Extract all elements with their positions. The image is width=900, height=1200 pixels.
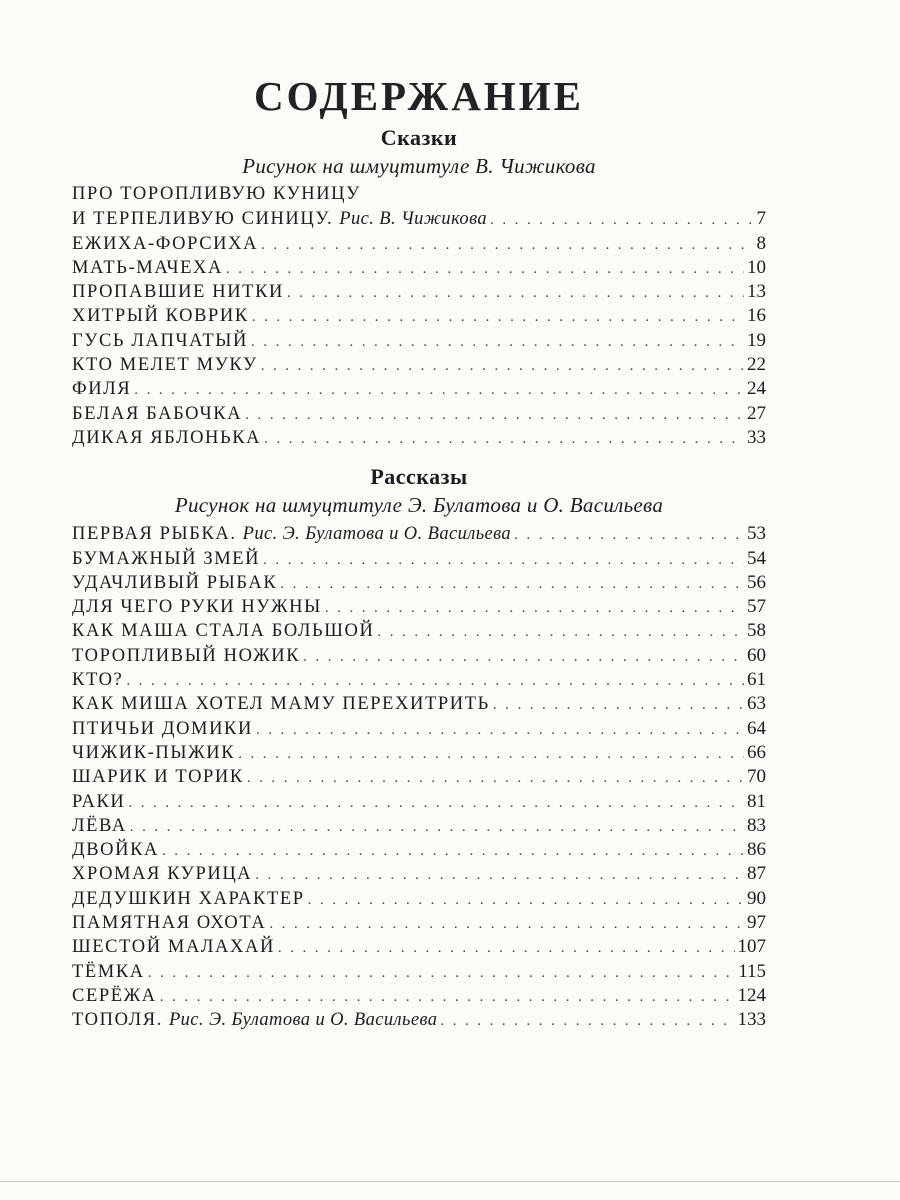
dot-leader	[126, 673, 744, 690]
toc-entry-page-number: 33	[747, 426, 766, 448]
toc-entry-page-number: 107	[737, 936, 766, 958]
toc-entry	[72, 233, 766, 257]
toc-entry-title: ПЕРВАЯ РЫБКА.	[72, 524, 237, 545]
toc-entry-page-number: 16	[747, 305, 766, 327]
dot-leader	[255, 867, 744, 884]
dot-leader	[264, 431, 744, 448]
toc-entry-title: ШЕСТОЙ МАЛАХАЙ	[72, 937, 275, 958]
toc-entry-page-number: 87	[747, 863, 766, 885]
toc-entry-title: ХРОМАЯ КУРИЦА	[72, 864, 253, 885]
dot-leader	[440, 1013, 734, 1030]
toc-entry-title: СЕРЁЖА	[72, 985, 157, 1006]
toc-entry-page-number: 115	[738, 960, 766, 982]
dot-leader	[128, 795, 744, 812]
toc-entry-page-number: 27	[747, 402, 766, 424]
toc-entry	[72, 596, 766, 620]
page-edge-divider	[0, 1181, 900, 1182]
dot-leader	[252, 309, 744, 326]
toc-entry	[72, 863, 766, 887]
dot-leader	[490, 212, 753, 229]
toc-entry	[72, 791, 766, 815]
toc-entry-page-number: 24	[747, 378, 766, 400]
toc-entry-title: ПАМЯТНАЯ ОХОТА	[72, 913, 267, 934]
toc-entry-page-number: 63	[747, 693, 766, 715]
toc-entry	[72, 961, 766, 985]
toc-entry-title: ДВОЙКА	[72, 840, 159, 861]
toc-entry-title: БУМАЖНЫЙ ЗМЕЙ	[72, 548, 261, 569]
section-heading-stories: Рассказы	[370, 464, 468, 490]
dot-leader	[308, 892, 744, 909]
toc-entry	[72, 620, 766, 644]
toc-entry-title: ДЕДУШКИН ХАРАКТЕР	[72, 888, 305, 909]
toc-entry-illustrator: Рис. Э. Булатова и О. Васильева	[242, 524, 512, 545]
toc-entry-page-number: 57	[747, 596, 766, 618]
toc-entry	[72, 184, 766, 208]
toc-entry-title: РАКИ	[72, 791, 126, 812]
toc-entry	[72, 693, 766, 717]
dot-leader	[493, 697, 744, 714]
toc-entry-page-number: 58	[747, 620, 766, 642]
toc-entry-page-number: 19	[747, 329, 766, 351]
dot-leader	[148, 965, 735, 982]
dot-leader	[325, 600, 744, 617]
toc-entry-page-number: 124	[737, 984, 766, 1006]
dot-leader	[162, 843, 744, 860]
toc-entry-title: ДЛЯ ЧЕГО РУКИ НУЖНЫ	[72, 597, 322, 618]
toc-entry-title: УДАЧЛИВЫЙ РЫБАК	[72, 572, 278, 593]
toc-entry-title: ФИЛЯ	[72, 379, 132, 400]
dot-leader	[251, 334, 744, 351]
contents-page	[72, 70, 766, 1034]
toc-entry	[72, 718, 766, 742]
dot-leader	[247, 770, 744, 787]
toc-entry	[72, 403, 766, 427]
toc-list-stories	[72, 523, 766, 1033]
toc-entry-title: ДИКАЯ ЯБЛОНЬКА	[72, 427, 262, 448]
dot-leader	[280, 576, 744, 593]
toc-entry-title: ЛЁВА	[72, 815, 127, 836]
dot-leader	[263, 552, 744, 569]
toc-entry-title: КАК МАША СТАЛА БОЛЬШОЙ	[72, 621, 375, 642]
toc-entry-title: КАК МИША ХОТЕЛ МАМУ ПЕРЕХИТРИТЬ	[72, 694, 490, 715]
toc-entry	[72, 936, 766, 960]
toc-entry	[72, 523, 766, 547]
toc-entry	[72, 548, 766, 572]
toc-entry-title: ГУСЬ ЛАПЧАТЫЙ	[72, 330, 248, 351]
toc-entry	[72, 669, 766, 693]
toc-entry-page-number: 8	[756, 232, 766, 254]
toc-entry	[72, 208, 766, 232]
dot-leader	[261, 237, 753, 254]
toc-entry-page-number: 86	[747, 839, 766, 861]
toc-entry-page-number: 10	[747, 256, 766, 278]
dot-leader	[256, 722, 744, 739]
dot-leader	[377, 624, 744, 641]
toc-entry	[72, 645, 766, 669]
toc-entry-title: ЕЖИХА-ФОРСИХА	[72, 233, 259, 254]
toc-entry-title: ТОРОПЛИВЫЙ НОЖИК	[72, 645, 301, 666]
toc-entry	[72, 742, 766, 766]
toc-entry-page-number: 90	[747, 887, 766, 909]
toc-entry	[72, 985, 766, 1009]
dot-leader	[226, 261, 744, 278]
toc-entry	[72, 257, 766, 281]
toc-entry	[72, 815, 766, 839]
section-heading-tales: Сказки	[380, 125, 458, 150]
page-title: СОДЕРЖАНИЕ	[254, 73, 584, 119]
toc-entry	[72, 378, 766, 402]
dot-leader	[130, 819, 744, 836]
dot-leader	[269, 916, 744, 933]
toc-list-tales	[72, 184, 766, 451]
toc-entry	[72, 427, 766, 451]
toc-entry-title: ПРОПАВШИЕ НИТКИ	[72, 282, 284, 303]
dot-leader	[514, 527, 744, 544]
toc-entry	[72, 912, 766, 936]
toc-entry-page-number: 66	[747, 741, 766, 763]
toc-entry	[72, 330, 766, 354]
dot-leader	[303, 649, 744, 666]
toc-entry-page-number: 22	[747, 354, 766, 376]
toc-entry-page-number: 97	[747, 912, 766, 934]
toc-entry-page-number: 7	[756, 208, 766, 230]
section-subtitle-stories: Рисунок на шмуцтитуле Э. Булатова и О. Васильева	[174, 493, 664, 518]
toc-entry-title: И ТЕРПЕЛИВУЮ СИНИЦУ.	[72, 209, 334, 230]
toc-entry	[72, 305, 766, 329]
toc-entry-page-number: 83	[747, 814, 766, 836]
dot-leader	[245, 407, 744, 424]
dot-leader	[238, 746, 744, 763]
toc-entry-page-number: 56	[747, 571, 766, 593]
section-subtitle-tales: Рисунок на шмуцтитуле В. Чижикова	[242, 154, 596, 178]
toc-entry	[72, 766, 766, 790]
toc-entry-page-number: 13	[747, 281, 766, 303]
toc-entry-title: КТО МЕЛЕТ МУКУ	[72, 355, 258, 376]
dot-leader	[134, 382, 744, 399]
toc-entry-title: ШАРИК И ТОРИК	[72, 767, 244, 788]
toc-entry-title: БЕЛАЯ БАБОЧКА	[72, 403, 243, 424]
toc-entry-page-number: 54	[747, 547, 766, 569]
toc-entry	[72, 354, 766, 378]
toc-entry-illustrator: Рис. В. Чижикова	[339, 209, 488, 230]
toc-entry	[72, 572, 766, 596]
toc-entry	[72, 839, 766, 863]
toc-entry-title: ТЁМКА	[72, 961, 145, 982]
dot-leader	[287, 285, 744, 302]
dot-leader	[160, 989, 735, 1006]
toc-entry	[72, 281, 766, 305]
toc-entry-title: МАТЬ-МАЧЕХА	[72, 257, 223, 278]
toc-entry-page-number: 61	[747, 669, 766, 691]
toc-entry-page-number: 81	[747, 790, 766, 812]
toc-entry-page-number: 70	[747, 766, 766, 788]
toc-entry-page-number: 60	[747, 644, 766, 666]
toc-entry-page-number: 53	[747, 523, 766, 545]
toc-entry	[72, 888, 766, 912]
toc-entry	[72, 1009, 766, 1033]
toc-entry-title: ТОПОЛЯ.	[72, 1010, 163, 1031]
toc-entry-title: ПРО ТОРОПЛИВУЮ КУНИЦУ	[72, 184, 361, 204]
toc-entry-page-number: 133	[737, 1009, 766, 1031]
toc-entry-title: ХИТРЫЙ КОВРИК	[72, 306, 249, 327]
toc-entry-title: КТО?	[72, 670, 124, 691]
dot-leader	[278, 940, 735, 957]
toc-entry-title: ЧИЖИК-ПЫЖИК	[72, 742, 236, 763]
dot-leader	[261, 358, 744, 375]
toc-entry-title: ПТИЧЬИ ДОМИКИ	[72, 718, 253, 739]
toc-entry-page-number: 64	[747, 717, 766, 739]
toc-entry-illustrator: Рис. Э. Булатова и О. Васильева	[168, 1010, 438, 1031]
